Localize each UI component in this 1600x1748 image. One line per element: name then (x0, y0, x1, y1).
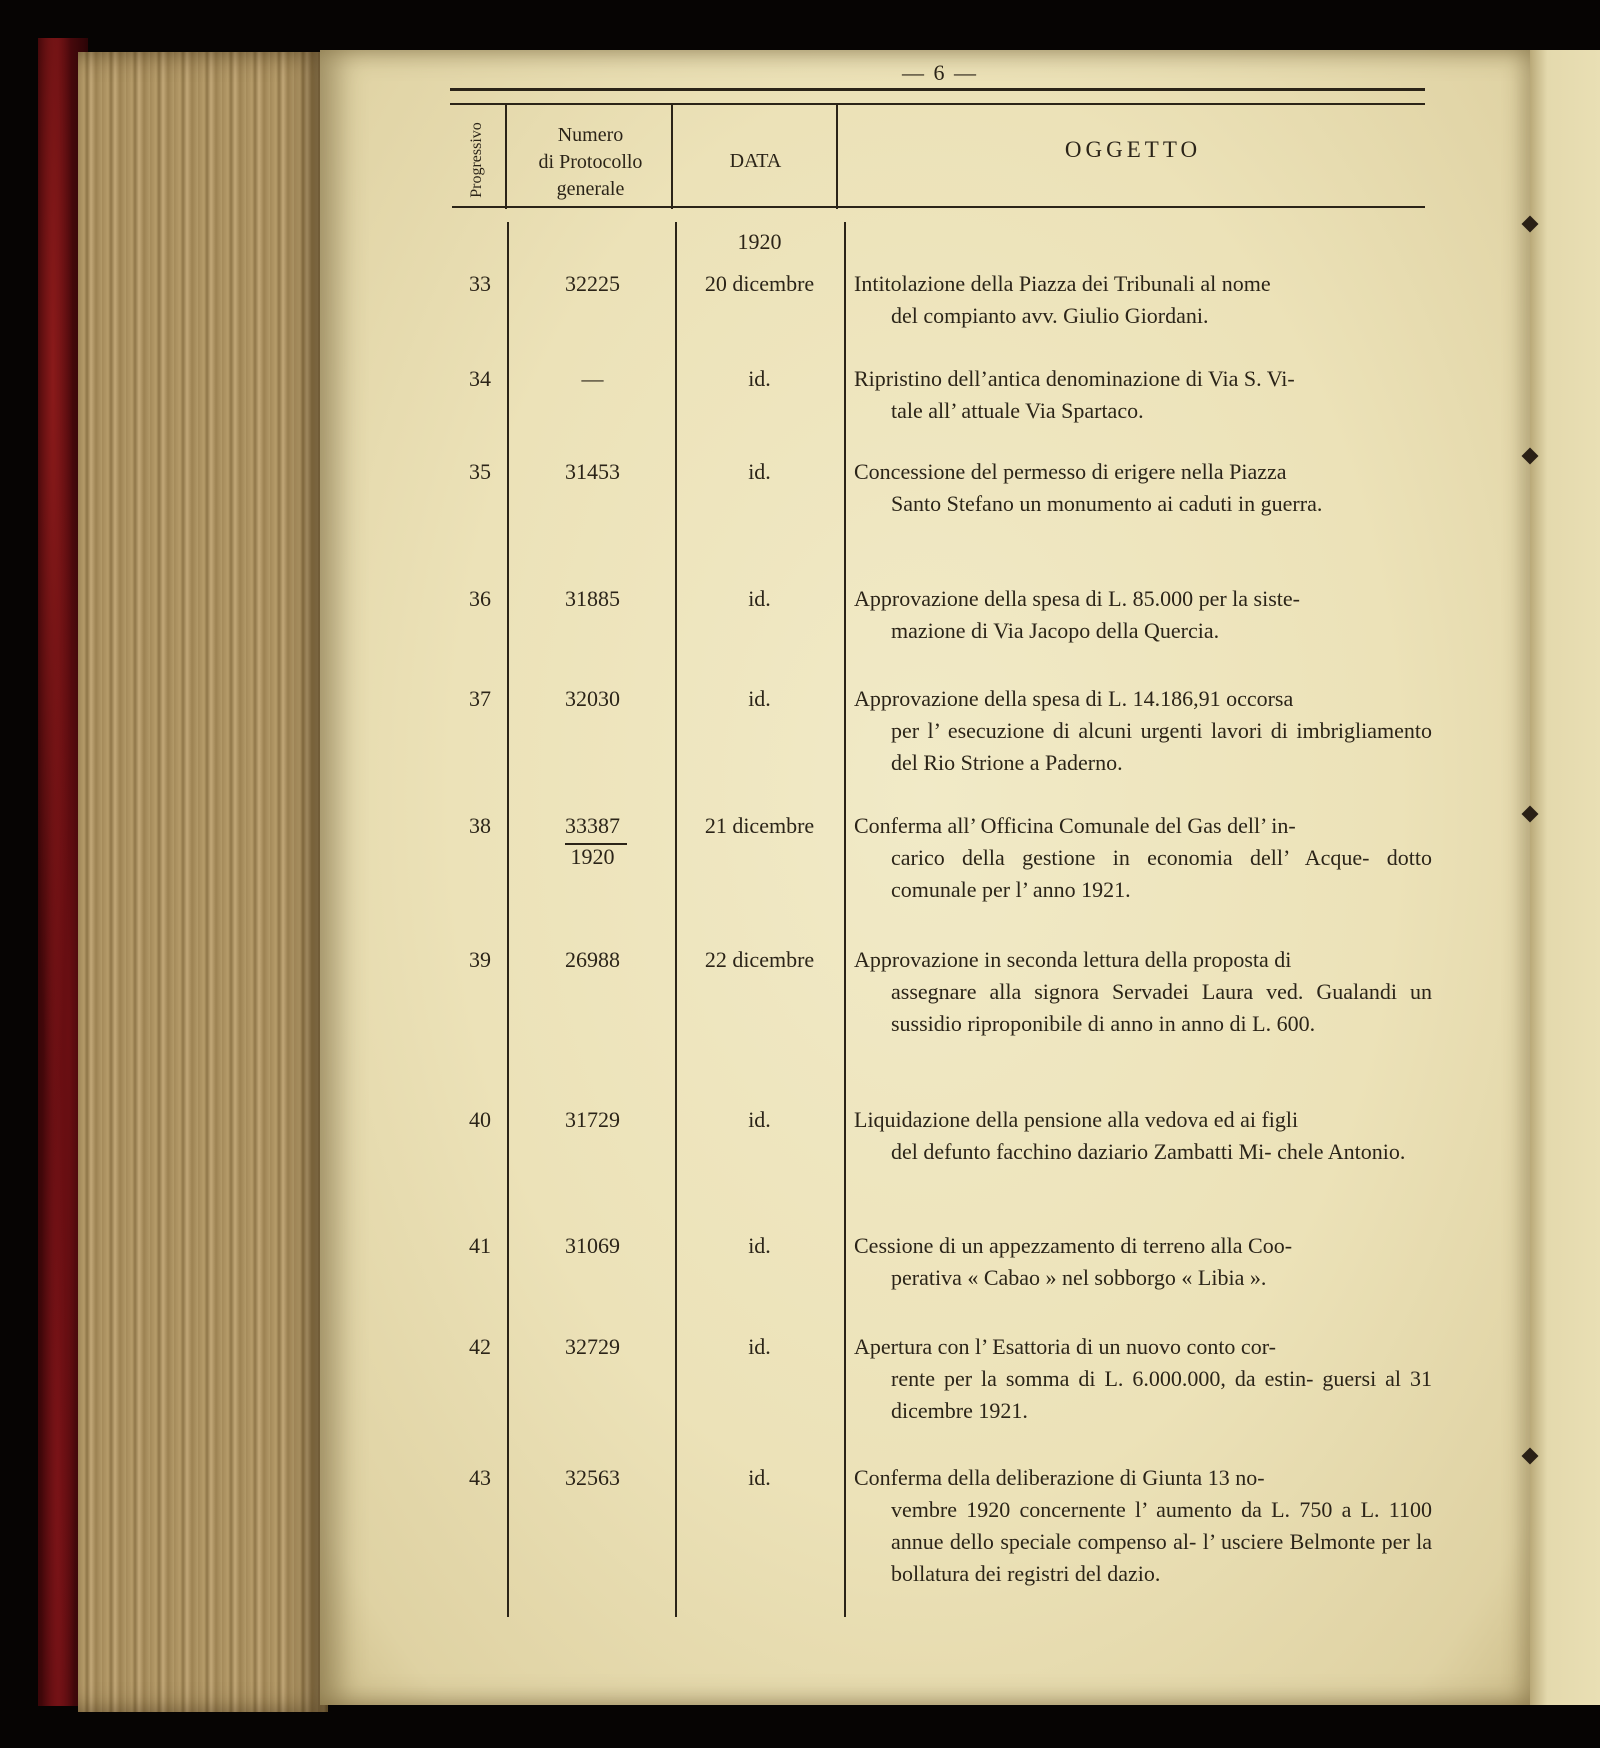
entry-oggetto (854, 1230, 1432, 1294)
column-divider (675, 222, 677, 1617)
entry-number: 42 (469, 1334, 491, 1359)
entry-protocollo: 32030 (565, 686, 620, 711)
entry-protocollo: 31885 (565, 586, 620, 611)
entry-oggetto-first-line: Conferma della deliberazione di Giunta 13 no- (854, 1465, 1265, 1490)
entry-oggetto (854, 683, 1432, 779)
entry-oggetto (854, 1331, 1432, 1427)
entry-oggetto (854, 1462, 1432, 1590)
header-progressivo (462, 110, 492, 210)
entry-date: 20 dicembre (704, 271, 815, 296)
entry-oggetto-continuation: carico della gestione in economia dell’ Acque- dotto comunale per l’ anno 1921. (891, 845, 1432, 902)
entry-oggetto-continuation: Santo Stefano un monumento ai caduti in guerra. (891, 491, 1323, 516)
entry-protocollo: — (581, 366, 604, 391)
entry-oggetto-first-line: Approvazione della spesa di L. 85.000 per la siste- (854, 586, 1300, 611)
entry-oggetto-first-line: Ripristino dell’antica denominazione di Via S. Vi- (854, 366, 1295, 391)
header-bottom-rule (452, 206, 1425, 208)
entry-oggetto-continuation: perativa « Cabao » nel sobborgo « Libia ». (891, 1265, 1267, 1290)
header-progressivo-label: Progressivo (468, 122, 485, 198)
entry-date: id. (748, 586, 771, 611)
entry-number: 35 (469, 459, 491, 484)
entry-number: 37 (469, 686, 491, 711)
entry-number: 38 (469, 813, 491, 838)
entry-oggetto (854, 944, 1432, 1040)
entry-oggetto-continuation: rente per la somma di L. 6.000.000, da estin- guersi al 31 dicembre 1921. (891, 1366, 1432, 1423)
entry-protocollo: 26988 (565, 947, 620, 972)
entry-oggetto-continuation: del defunto facchino daziario Zambatti Mi- chele Antonio. (891, 1139, 1406, 1164)
year-label: 1920 (737, 229, 782, 254)
entry-date: 21 dicembre (704, 813, 815, 838)
header-data: DATA (729, 150, 782, 172)
entry-date: id. (748, 686, 771, 711)
entry-date: id. (748, 459, 771, 484)
header-oggetto: OGGETTO (1064, 137, 1202, 162)
entry-oggetto-continuation: vembre 1920 concernente l’ aumento da L. 750 a L. 1100 annue dello speciale compenso al- l’ usciere Belmonte per la bollatura dei registri del dazio. (891, 1497, 1432, 1586)
entry-protocollo: 31453 (565, 459, 620, 484)
header-protocollo-line: generale (556, 178, 625, 200)
next-page-edge (1530, 50, 1600, 1705)
page-number: — 6 — (902, 60, 978, 85)
entry-protocollo: 33387 (565, 813, 620, 838)
entry-protocollo-year: 1920 (570, 844, 615, 869)
entry-oggetto (854, 363, 1432, 427)
entry-protocollo: 31069 (565, 1233, 620, 1258)
entry-oggetto-first-line: Liquidazione della pensione alla vedova ed ai figli (854, 1107, 1299, 1132)
entry-date: 22 dicembre (704, 947, 815, 972)
entry-oggetto (854, 1104, 1432, 1168)
entry-date: id. (748, 366, 771, 391)
entry-number: 34 (469, 366, 491, 391)
header-protocollo (508, 122, 673, 203)
entry-oggetto (854, 810, 1432, 906)
entry-oggetto-first-line: Cessione di un appezzamento di terreno alla Coo- (854, 1233, 1293, 1258)
page-stack (78, 52, 328, 1712)
top-rule (450, 88, 1425, 91)
entry-oggetto-continuation: per l’ esecuzione di alcuni urgenti lavori di imbrigliamento del Rio Strione a Paderno. (891, 718, 1432, 775)
column-divider (844, 222, 846, 1617)
entry-date: id. (748, 1107, 771, 1132)
column-divider (507, 222, 509, 1617)
column-divider (505, 105, 507, 209)
entry-protocollo: 32563 (565, 1465, 620, 1490)
entry-number: 41 (469, 1233, 491, 1258)
entry-protocollo: 32225 (565, 271, 620, 296)
entry-number: 43 (469, 1465, 491, 1490)
entry-oggetto-first-line: Conferma all’ Officina Comunale del Gas dell’ in- (854, 813, 1296, 838)
entry-number: 33 (469, 271, 491, 296)
entry-number: 36 (469, 586, 491, 611)
entry-number: 39 (469, 947, 491, 972)
entry-oggetto-first-line: Apertura con l’ Esattoria di un nuovo conto cor- (854, 1334, 1276, 1359)
entry-oggetto-first-line: Concessione del permesso di erigere nella Piazza (854, 459, 1287, 484)
entry-oggetto-continuation: tale all’ attuale Via Spartaco. (891, 398, 1144, 423)
header-protocollo-line: Numero (557, 124, 624, 146)
entry-oggetto-continuation: del compianto avv. Giulio Giordani. (891, 303, 1209, 328)
entry-oggetto-first-line: Intitolazione della Piazza dei Tribunali al nome (854, 271, 1271, 296)
entry-protocollo: 32729 (565, 1334, 620, 1359)
header-top-rule (450, 103, 1425, 105)
entry-date: id. (748, 1334, 771, 1359)
entry-date: id. (748, 1465, 771, 1490)
entry-protocollo: 31729 (565, 1107, 620, 1132)
entry-oggetto (854, 583, 1432, 647)
entry-oggetto (854, 268, 1432, 332)
entry-oggetto-continuation: mazione di Via Jacopo della Quercia. (891, 618, 1220, 643)
entry-oggetto (854, 456, 1432, 520)
entry-oggetto-first-line: Approvazione della spesa di L. 14.186,91 occorsa (854, 686, 1294, 711)
entry-date: id. (748, 1233, 771, 1258)
entry-number: 40 (469, 1107, 491, 1132)
entry-oggetto-continuation: assegnare alla signora Servadei Laura ved. Gualandi un sussidio riproponibile di anno in anno di L. 600. (891, 979, 1432, 1036)
entry-oggetto-first-line: Approvazione in seconda lettura della proposta di (854, 947, 1292, 972)
header-protocollo-line: di Protocollo (538, 151, 643, 173)
